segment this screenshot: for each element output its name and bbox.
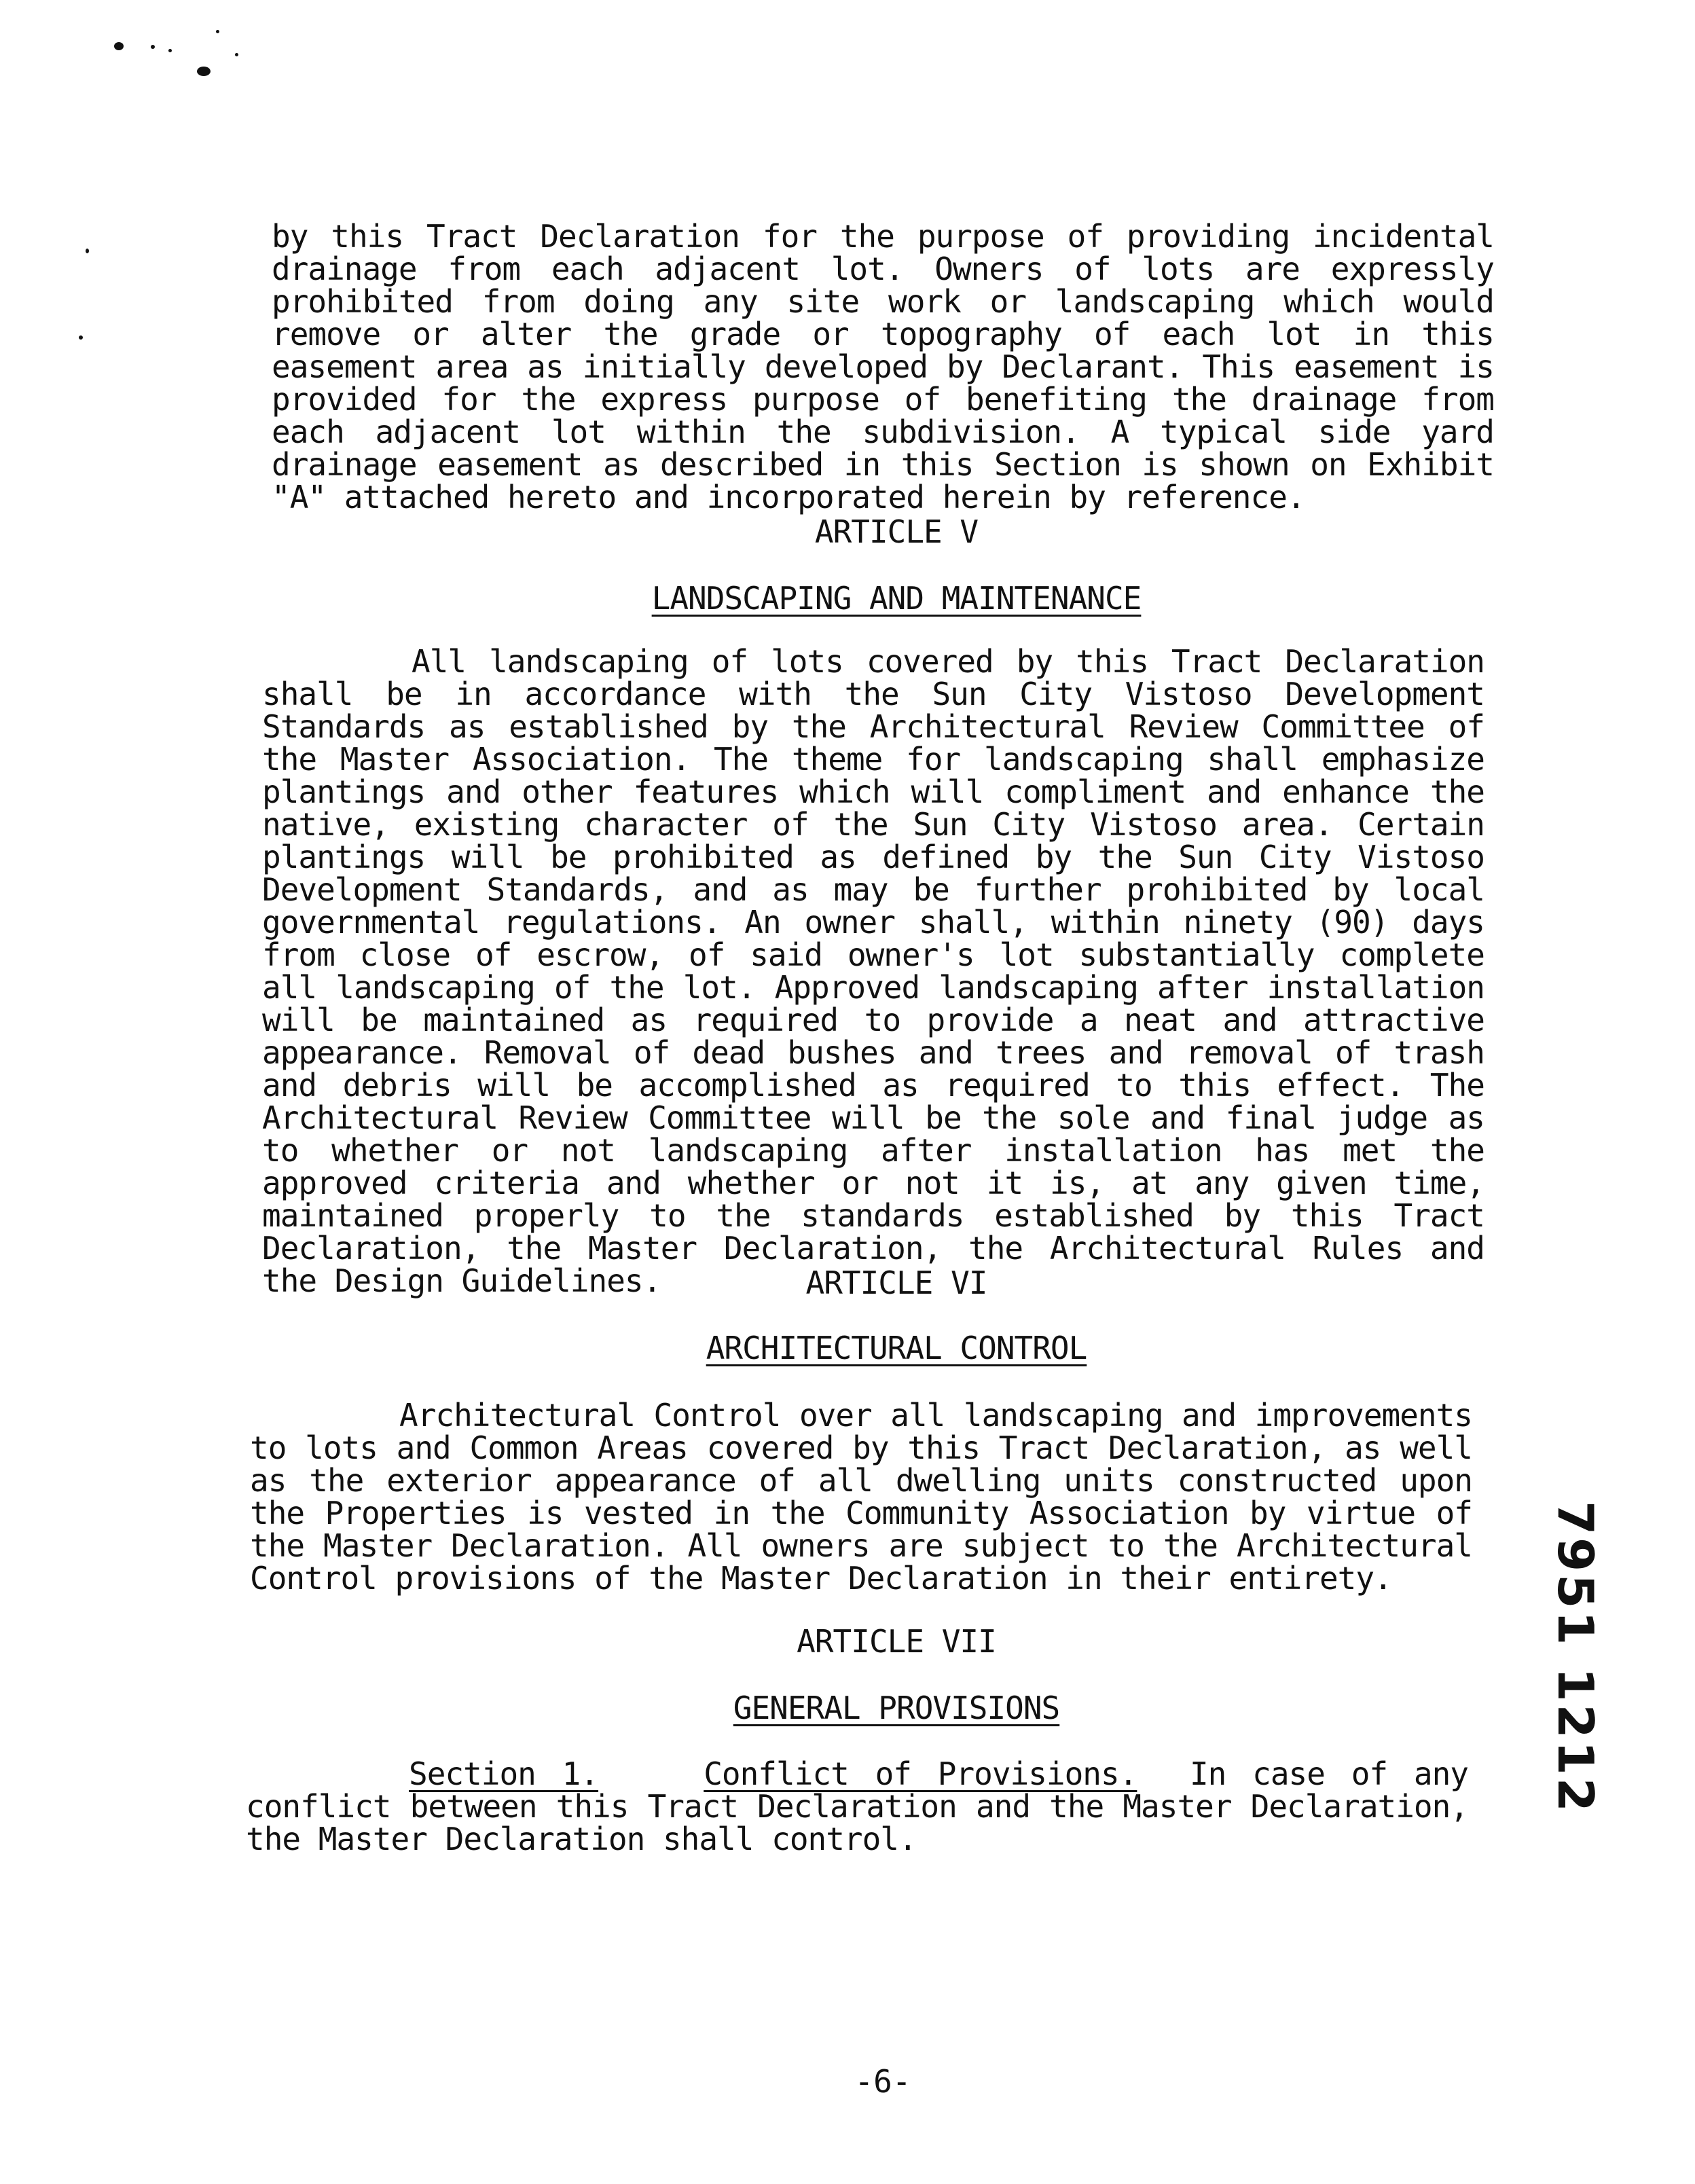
section-1-body: In case of any conflict between this Tract Declaration and the Master Declaration, the Master Declaration shall control. — [246, 1755, 1468, 1857]
opening-paragraph-text: by this Tract Declaration for the purpose of providing incidental drainage from each adjacent lot. Owners of lots are expressly prohibited from doing any site work or landscaping which would remove or alter the grade or topography of each lot in this easement area as initially developed by Declarant. This easement is provided for the express purpose of benefiting the drainage from each adjacent lot within the subdivision. A typical side yard drainage easement as described in this Section is shown on Exhibit "A" attached hereto and incorporated herein by reference. — [272, 218, 1494, 515]
section-1-title: Conflict of Provisions. — [704, 1755, 1137, 1792]
scan-speck — [216, 30, 219, 33]
scan-speck — [197, 67, 211, 76]
margin-stamp: 7951 1212 — [1547, 1501, 1604, 1815]
article-v-body-text: All landscaping of lots covered by this Tract Declaration shall be in accordance with the Sun City Vistoso Development Standards as established by the Architectural Review Committee of the Master Association. The theme for landscaping shall emphasize plantings and other features which will compliment and enhance the native, existing character of the Sun City Vistoso area. Certain plantings will be prohibited as defined by the Sun City Vistoso Development Standards, and as may be further prohibited by local governmental regulations. An owner shall, within ninety (90) days from close of escrow, of said owner's lot substantially complete all landscaping of the lot. Approved landscaping after installation will be maintained as required to provide a neat and attractive appearance. Removal of dead bushes and trees and removal of trash and debris will be accomplished as required to this effect. The Architectural Review Committee will be the sole and final judge as to whether or not landscaping after installation has met the approved criteria and whether or not it is, at any given time, maintained properly to the standards established by this Tract Declaration, the Master Declaration, the Architectural Rules and the Design Guidelines. — [262, 643, 1484, 1299]
article-vii-title: GENERAL PROVISIONS — [733, 1690, 1060, 1726]
scan-speck — [114, 42, 124, 50]
article-vii-section-1 — [246, 1755, 1468, 1857]
scan-speck — [79, 335, 83, 340]
article-vi-number: ARTICLE VI — [805, 1264, 987, 1301]
section-1-label: Section 1. — [409, 1755, 599, 1792]
article-v-title: LANDSCAPING AND MAINTENANCE — [651, 580, 1142, 617]
scan-speck — [86, 249, 89, 253]
article-vi-body — [250, 1399, 1472, 1595]
article-v-number: ARTICLE V — [814, 513, 979, 550]
article-vi-title: ARCHITECTURAL CONTROL — [706, 1330, 1087, 1366]
scan-speck — [168, 49, 172, 52]
page-number: -6- — [854, 2063, 911, 2100]
scan-speck — [235, 53, 238, 56]
opening-paragraph — [272, 220, 1494, 513]
scan-speck — [151, 45, 155, 49]
article-vii-number: ARTICLE VII — [797, 1623, 996, 1660]
article-v-body — [262, 645, 1484, 1297]
article-vi-body-text: Architectural Control over all landscaping and improvements to lots and Common Areas covered by this Tract Declaration, as well as the exterior appearance of all dwelling units constructed upon the Properties is vested in the Community Association by virtue of the Master Declaration. All owners are subject to the Architectural Control provisions of the Master Declaration in their entirety. — [250, 1397, 1472, 1597]
